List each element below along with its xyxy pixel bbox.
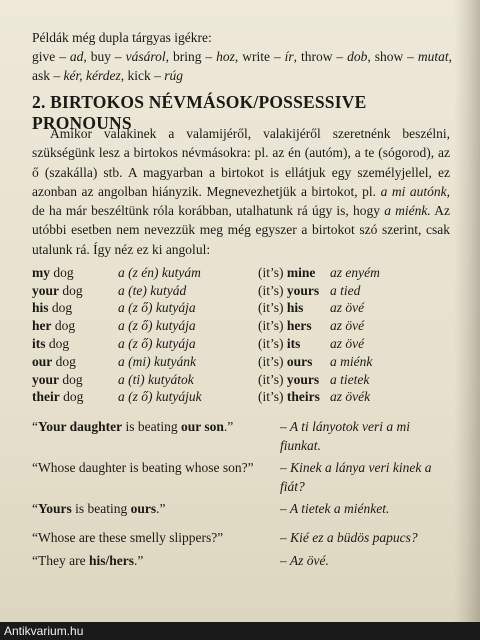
english-sentence: “They are his/hers.” [32,552,144,568]
hungarian-pronoun: az övé [330,300,365,316]
intro-line: Példák még dupla tárgyas igékre: [32,30,212,45]
possessive-adjective: its dog [32,336,70,352]
english-sentence: “Your daughter is beating our son.” [32,419,234,434]
hungarian-pronoun: a tietek [330,371,370,387]
pronoun-row [32,389,440,407]
its-label: (it’s) yours [258,371,320,387]
its-label: (it’s) his [258,300,304,316]
hungarian-translation: – Kinek a lánya veri kinek a fiát? [280,460,432,494]
hungarian-possessive: a (z én) kutyám [118,264,201,280]
verb-hu: hoz [216,49,235,64]
example-row [32,529,452,548]
pronoun-row [32,264,440,282]
hungarian-translation: – Az övé. [280,552,329,568]
body-paragraph [32,124,450,259]
verb-pairs: give – ad, buy – vásárol, bring – hoz, write – ír, throw – dob, show – mutat, ask – kér, kérdez, kick – rúg [32,49,453,83]
possessive-adjective: my dog [32,264,74,280]
verb-hu: ír [284,49,294,64]
heading-hu: BIRTOKOS NÉVMÁSOK/ [50,92,259,112]
hungarian-translation: – Kié ez a büdös papucs? [280,529,418,545]
hungarian-pronoun: a miénk [330,353,373,369]
english-sentence: “Yours is beating ours.” [32,501,166,517]
para-s1: Amikor valakinek a valamijéről, valakijéről szeretnénk beszélni, szükségünk lesz a birtokos névmásokra: pl. az én (autóm), a te (sógorod), az ő (szakálla) stb. A magyarban a birtokot is ellátjuk egy személyjellel, ez azonban az angolban hiányzik. Megnevezhetjük a birtokot, pl. [32,126,450,199]
hungarian-possessive: a (ti) kutyátok [118,371,194,387]
pronoun-row [32,282,440,300]
verb-en: buy [90,49,111,64]
example-row [32,500,452,519]
verb-en: bring [172,49,202,64]
possessive-adjective: their dog [32,389,84,405]
its-label: (it’s) yours [258,282,320,298]
its-label: (it’s) theirs [258,389,320,405]
its-label: (it’s) ours [258,353,313,369]
para-s2: de ha már beszéltünk róla korábban, utalhatunk rá úgy is, hogy [32,203,385,219]
pronoun-row [32,353,440,371]
verb-en: write [242,49,270,64]
example-row [32,418,452,455]
verb-hu: ad [69,49,84,64]
hungarian-pronoun: az övé [330,318,365,334]
possessive-adjective: his dog [32,300,73,316]
verb-en: give [32,49,56,64]
possessive-adjective: our dog [32,353,76,369]
pronoun-row [32,371,440,389]
possessive-adjective: her dog [32,318,76,334]
pronoun-row [32,335,440,353]
its-label: (it’s) its [258,336,301,352]
hungarian-translation: – A tietek a miénket. [280,501,390,517]
verb-hu: mutat [417,49,449,64]
english-sentence: “Whose are these smelly slippers?” [32,529,224,545]
heading-en: POSSESSIVE PRONOUNS [32,92,367,133]
hungarian-possessive: a (z ő) kutyája [118,300,196,316]
hungarian-possessive: a (mi) kutyánk [118,353,196,369]
pronoun-row [32,300,440,318]
verb-en: show [374,49,404,64]
possessive-adjective: your dog [32,282,83,298]
hungarian-possessive: a (te) kutyád [118,282,187,298]
example-row [32,552,452,571]
possessive-adjective: your dog [32,371,83,387]
pronoun-table [32,264,440,406]
paragraph-text [32,124,450,259]
verb-en: kick [127,68,151,83]
example-sentences [32,418,452,574]
page-edge-shadow [454,0,480,640]
hungarian-pronoun: az enyém [330,264,380,280]
hungarian-possessive: a (z ő) kutyájuk [118,389,202,405]
verb-en: ask [32,68,50,83]
its-label: (it’s) hers [258,318,312,334]
para-s3: Az utóbbi esetben nem nevezzük meg még egyszer a birtokot szó szerint, csak utalunk rá. Így néz ez ki angolul: [32,203,451,257]
example-row [32,459,452,496]
verb-en: throw [300,49,333,64]
intro-block [32,28,452,85]
hungarian-possessive: a (z ő) kutyája [118,318,196,334]
verb-hu: rúg [164,68,183,83]
hungarian-pronoun: az övé [330,336,365,352]
watermark-text: Antikvarium.hu [4,624,84,638]
para-example-1: a mi autónk, [380,183,451,199]
hungarian-pronoun: az övék [330,389,371,405]
heading-number: 2. [32,92,46,112]
hungarian-translation: – A ti lányotok veri a mi fiunkat. [280,419,410,453]
verb-hu: kér, kérdez [63,68,121,83]
hungarian-possessive: a (z ő) kutyája [118,336,196,352]
hungarian-pronoun: a tied [330,282,361,298]
verb-hu: dob [347,49,368,64]
watermark-bar [0,622,480,640]
verb-hu: vásárol [125,49,166,64]
english-sentence: “Whose daughter is beating whose son?” [32,460,254,476]
para-example-2: a miénk. [384,203,431,219]
its-label: (it’s) mine [258,264,316,280]
pronoun-row [32,317,440,335]
